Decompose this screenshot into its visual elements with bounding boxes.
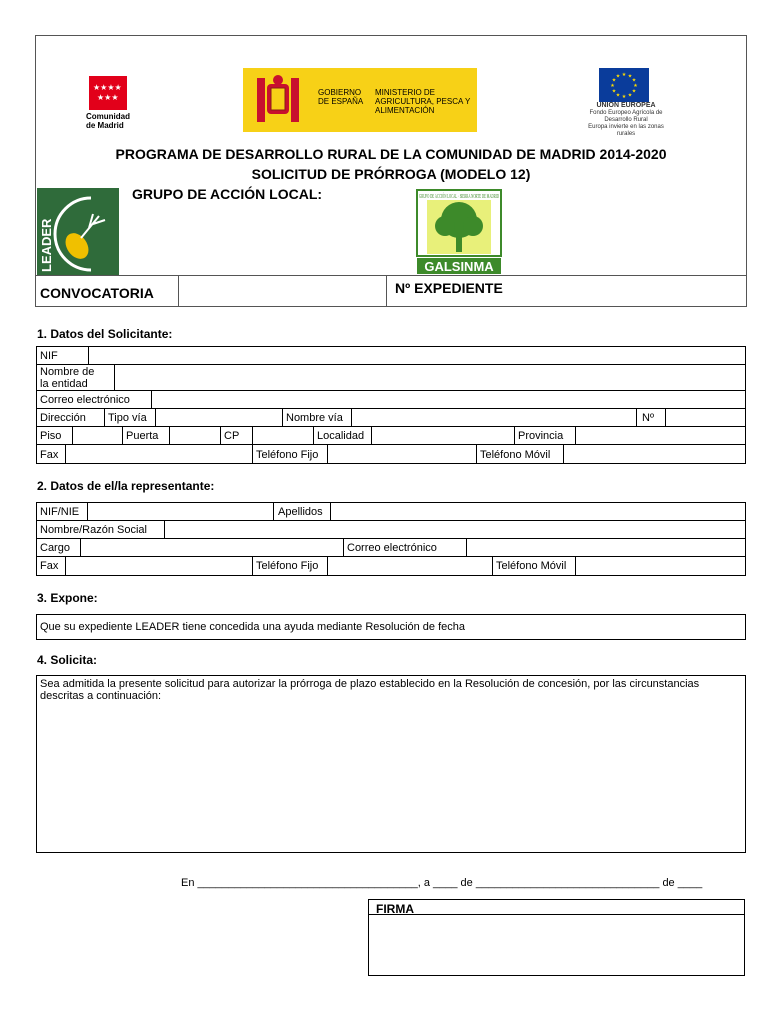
- piso-field[interactable]: [73, 427, 122, 444]
- page-subtitle: SOLICITUD DE PRÓRROGA (MODELO 12): [251, 166, 531, 182]
- provincia-field[interactable]: [576, 427, 745, 444]
- gobierno-label: GOBIERNO DE ESPAÑA: [318, 88, 364, 106]
- galsinma-tree-icon: [415, 188, 577, 276]
- tipo-via-label: Tipo vía: [108, 412, 147, 424]
- svg-text:★: ★: [615, 92, 621, 99]
- spain-coat-of-arms-icon: [243, 68, 313, 132]
- telefono-movil-label: Teléfono Móvil: [480, 449, 551, 461]
- nombre-entidad-field[interactable]: [115, 365, 745, 390]
- telefono-fijo-rep-field[interactable]: [328, 557, 492, 575]
- apellidos-field[interactable]: [331, 503, 745, 520]
- galsinma-logo-text: GALSINMA: [424, 259, 494, 274]
- eu-subtitle: Fondo Europeo Agrícola de Desarrollo Rural: [589, 110, 663, 123]
- fax-rep-field[interactable]: [66, 557, 252, 575]
- firma-label: FIRMA: [376, 902, 414, 916]
- expediente-field[interactable]: [390, 296, 745, 306]
- section4-title: 4. Solicita:: [37, 653, 98, 667]
- svg-text:★: ★: [621, 94, 627, 100]
- localidad-field[interactable]: [372, 427, 514, 444]
- svg-text:★: ★: [627, 92, 633, 99]
- provincia-label: Provincia: [518, 430, 564, 442]
- puerta-field[interactable]: [170, 427, 220, 444]
- grupo-accion-local-label: GRUPO DE ACCIÓN LOCAL:: [132, 186, 323, 202]
- nombre-razon-field[interactable]: [165, 521, 745, 538]
- cargo-label: Cargo: [40, 542, 70, 554]
- nombre-via-label: Nombre vía: [286, 412, 343, 424]
- svg-text:★: ★: [633, 83, 638, 89]
- page-title: PROGRAMA DE DESARROLLO RURAL DE LA COMUNIDAD DE MADRID 2014-2020: [115, 146, 667, 162]
- convocatoria-label: CONVOCATORIA: [40, 285, 154, 301]
- numero-field[interactable]: [666, 409, 745, 426]
- section3-title: 3. Expone:: [37, 591, 98, 605]
- piso-label: Piso: [40, 430, 62, 442]
- correo-label: Correo electrónico: [40, 394, 130, 406]
- cp-label: CP: [224, 430, 240, 442]
- svg-text:★: ★: [611, 77, 617, 84]
- nif-nie-label: NIF/NIE: [40, 506, 80, 518]
- solicita-text: Sea admitida la presente solicitud para autorizar la prórroga de plazo establecido en la Resolución de concesión, por las circunstancias descritas a continuación:: [40, 678, 700, 702]
- localidad-label: Localidad: [317, 430, 365, 442]
- svg-text:★: ★: [631, 77, 637, 84]
- nombre-entidad-label-1: Nombre de: [40, 366, 95, 378]
- svg-text:★: ★: [631, 88, 637, 95]
- direccion-label: Dirección: [40, 412, 86, 424]
- nombre-entidad-label-2: la entidad: [40, 378, 88, 390]
- telefono-fijo-rep-label: Teléfono Fijo: [256, 560, 319, 572]
- telefono-fijo-label: Teléfono Fijo: [256, 449, 319, 461]
- firma-box[interactable]: [368, 899, 745, 976]
- eu-title: UNIÓN EUROPEA: [596, 102, 656, 109]
- expediente-label: Nº EXPEDIENTE: [395, 280, 503, 296]
- lugar-fecha-line[interactable]: En ____________________________________, a ____ de ______________________________ de ____: [181, 877, 703, 889]
- divider: [178, 275, 179, 307]
- svg-text:★: ★: [615, 73, 621, 80]
- svg-text:★: ★: [610, 83, 615, 89]
- comunidad-madrid-logo: ★★★★ ★★★: [89, 76, 127, 110]
- nif-label: NIF: [40, 350, 58, 362]
- galsinma-logo: [415, 188, 577, 276]
- cp-field[interactable]: [253, 427, 313, 444]
- eu-motto: Europa invierte en las zonas rurales: [588, 124, 664, 137]
- telefono-fijo-field[interactable]: [328, 445, 476, 463]
- ministerio-label: MINISTERIO DE AGRICULTURA, PESCA Y ALIMENTACIÓN: [375, 88, 471, 115]
- apellidos-label: Apellidos: [278, 506, 323, 518]
- svg-text:★: ★: [621, 72, 627, 78]
- fax-label: Fax: [40, 449, 59, 461]
- nif-nie-field[interactable]: [88, 503, 273, 520]
- galsinma-top-text: GRUPO DE ACCIÓN LOCAL · SIERRA NORTE DE MADRID: [419, 194, 577, 200]
- fax-field[interactable]: [66, 445, 252, 463]
- tipo-via-field[interactable]: [156, 409, 282, 426]
- telefono-movil-rep-label: Teléfono Móvil: [496, 560, 567, 572]
- cargo-field[interactable]: [81, 539, 343, 556]
- nombre-via-field[interactable]: [352, 409, 636, 426]
- telefono-movil-rep-field[interactable]: [576, 557, 745, 575]
- puerta-label: Puerta: [126, 430, 159, 442]
- comunidad-madrid-label: Comunidad de Madrid: [86, 112, 130, 130]
- svg-text:★: ★: [611, 88, 617, 95]
- svg-text:★: ★: [627, 73, 633, 80]
- section2-title: 2. Datos de el/la representante:: [37, 479, 215, 493]
- eu-stars-icon: [599, 68, 649, 102]
- eu-flag-logo: [599, 68, 649, 102]
- leader-emblem-icon: [37, 188, 119, 276]
- telefono-movil-field[interactable]: [564, 445, 745, 463]
- numero-label: Nº: [642, 412, 654, 424]
- correo-rep-field[interactable]: [467, 539, 745, 556]
- correo-field[interactable]: [152, 391, 745, 408]
- eu-text: [588, 102, 664, 138]
- leader-logo: [37, 188, 119, 276]
- leader-logo-text: LEADER: [39, 218, 54, 272]
- section1-title: 1. Datos del Solicitante:: [37, 327, 173, 341]
- correo-rep-label: Correo electrónico: [347, 542, 437, 554]
- nombre-razon-label: Nombre/Razón Social: [40, 524, 147, 536]
- divider: [386, 275, 387, 307]
- expone-text: Que su expediente LEADER tiene concedida una ayuda mediante Resolución de fecha: [40, 621, 466, 633]
- fax-rep-label: Fax: [40, 560, 59, 572]
- nif-field[interactable]: [89, 347, 745, 364]
- convocatoria-field[interactable]: [180, 277, 385, 305]
